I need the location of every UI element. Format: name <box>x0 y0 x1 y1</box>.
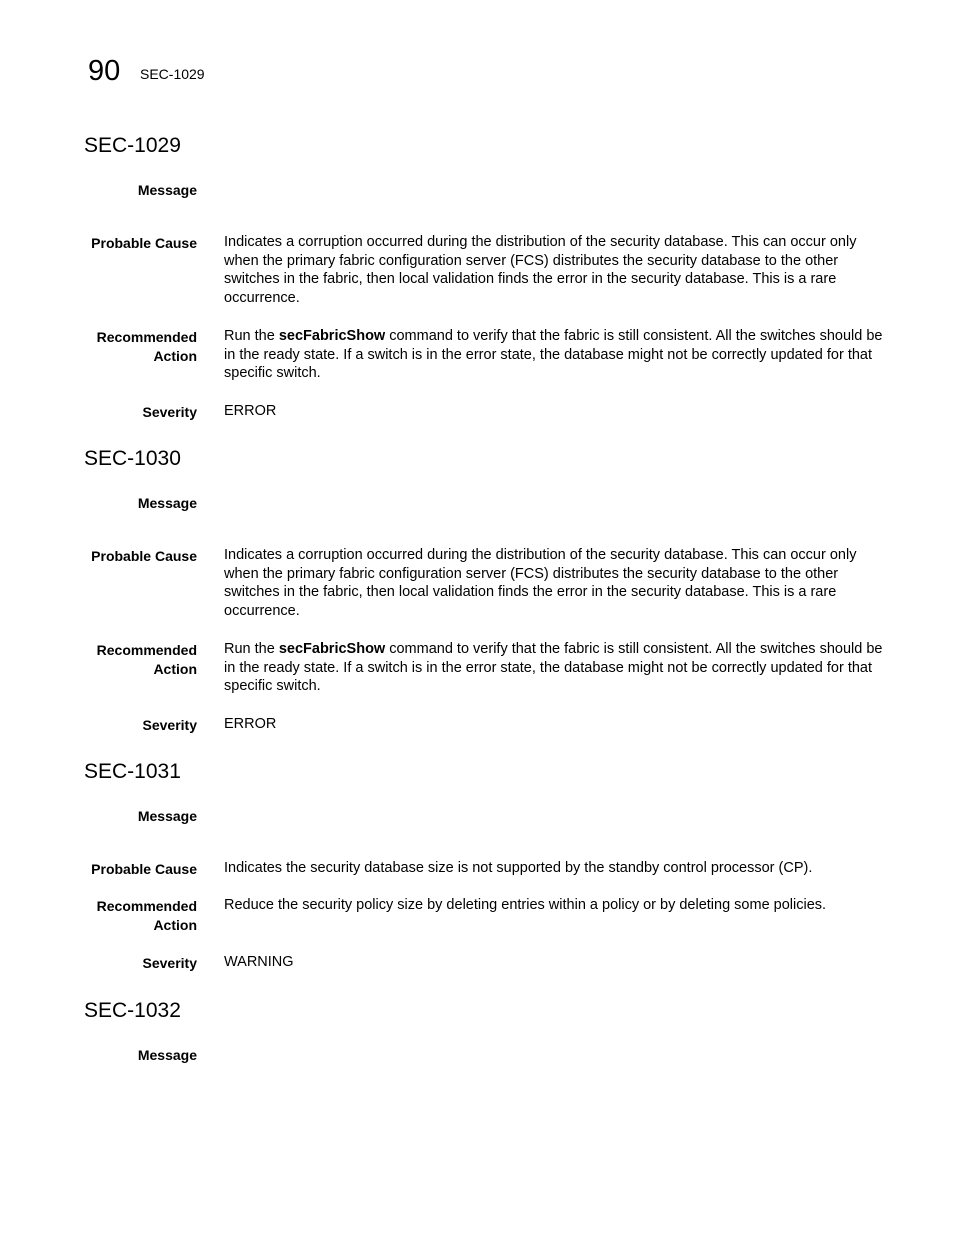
section-title: SEC-1031 <box>84 760 181 783</box>
recommended-action-text <box>224 640 884 696</box>
command-name: secFabricShow <box>278 328 386 344</box>
message-label: Message <box>137 495 197 511</box>
action-text-pre: Run the <box>224 328 279 344</box>
severity-label: Severity <box>142 404 197 420</box>
severity-value: WARNING <box>224 954 294 970</box>
running-title: SEC-1029 <box>140 66 205 82</box>
recommended-label: Recommended <box>96 898 197 914</box>
chapter-number: 90 <box>88 55 121 87</box>
action-text-post: command to verify that the fabric is still consistent. All the switches should be in the ready state. If a switch is in the error state, the database might not be correctly updated for that specific switch. <box>224 641 883 695</box>
severity-value: ERROR <box>224 716 277 732</box>
probable-cause-label: Probable Cause <box>91 548 197 564</box>
section-title: SEC-1029 <box>84 134 181 157</box>
probable-cause-text: Indicates a corruption occurred during the distribution of the security database. This can occur only when the primary fabric configuration server (FCS) distributes the security database to the other switches in the fabric, then local validation finds the error in the security database. This is a rare occurrence. <box>224 547 857 620</box>
severity-value: ERROR <box>224 403 277 419</box>
recommended-action-label <box>40 328 197 366</box>
probable-cause-label: Probable Cause <box>91 235 197 251</box>
action-text-post: command to verify that the fabric is still consistent. All the switches should be in the ready state. If a switch is in the error state, the database might not be correctly updated for that specific switch. <box>224 328 883 382</box>
action-label: Action <box>153 917 197 933</box>
message-label: Message <box>137 808 197 824</box>
recommended-action-label <box>40 897 197 935</box>
action-label: Action <box>153 348 197 364</box>
section-title: SEC-1030 <box>84 447 181 470</box>
recommended-label: Recommended <box>96 329 197 345</box>
severity-label: Severity <box>142 717 197 733</box>
recommended-action-label <box>40 641 197 679</box>
recommended-action-text <box>224 327 884 383</box>
message-label: Message <box>137 1047 197 1063</box>
probable-cause-text: Indicates a corruption occurred during the distribution of the security database. This can occur only when the primary fabric configuration server (FCS) distributes the security database to the other switches in the fabric, then local validation finds the error in the security database. This is a rare occurrence. <box>224 234 857 307</box>
section-title: SEC-1032 <box>84 999 181 1022</box>
recommended-action-text: Reduce the security policy size by deleting entries within a policy or by deleting some policies. <box>224 897 827 913</box>
action-text-pre: Run the <box>224 641 279 657</box>
action-label: Action <box>153 661 197 677</box>
severity-label: Severity <box>142 955 197 971</box>
command-name: secFabricShow <box>278 641 386 657</box>
recommended-label: Recommended <box>96 642 197 658</box>
probable-cause-text: Indicates the security database size is not supported by the standby control processor (CP). <box>224 860 813 876</box>
message-label: Message <box>137 182 197 198</box>
page-header <box>0 0 954 100</box>
probable-cause-label: Probable Cause <box>91 861 197 877</box>
